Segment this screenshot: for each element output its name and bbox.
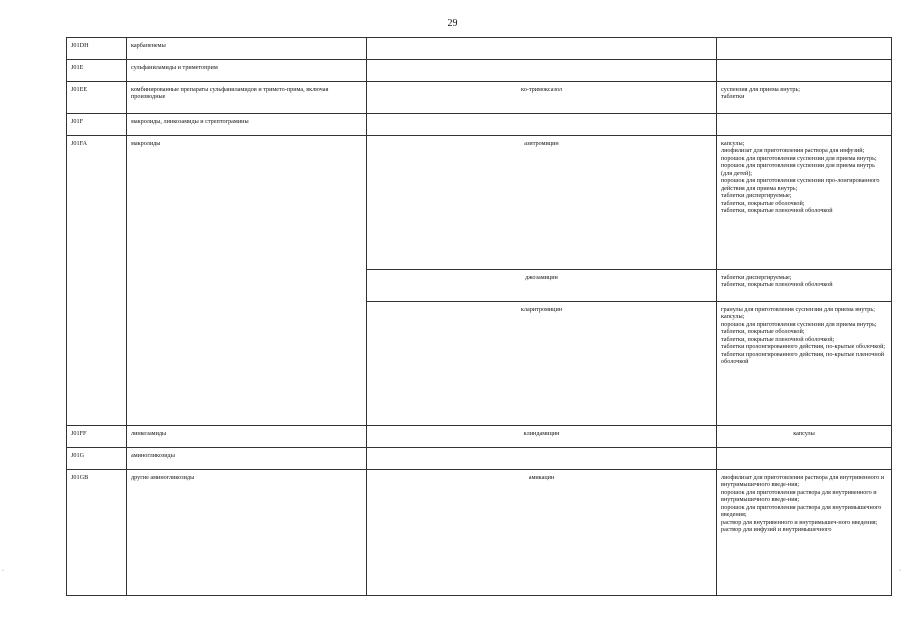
dosage-form: таблетки диспергируемые; (721, 274, 792, 281)
page-number: 29 (447, 18, 458, 29)
atc-code: J01EE (67, 82, 127, 114)
group-name: комбинированные препараты сульфаниламидов и тримето-прима, включая производные (127, 82, 367, 114)
table-row (67, 426, 892, 448)
dosage-form: лиофилизат для приготовления раствора для инфузий; (721, 147, 865, 155)
group-name: макролиды (127, 136, 367, 426)
dosage-form: порошок для приготовления суспензии про-лонгированного действия для приема внутрь; (721, 177, 880, 192)
dosage-form: гранулы для приготовления суспензии для приема внутрь; (721, 306, 875, 313)
drug-name (367, 60, 717, 82)
dosage-form: таблетки, покрытые пленочной оболочкой (721, 281, 833, 289)
table-row (67, 82, 892, 114)
atc-code: J01G (67, 448, 127, 470)
dosage-form: таблетки диспергируемые; (721, 192, 792, 200)
group-name: карбапенемы (127, 38, 367, 60)
dosage-forms (717, 302, 892, 426)
dosage-form: порошок для приготовления раствора для внутривенного и внутримышечного введе-ния; (721, 488, 877, 504)
dosage-forms (717, 60, 892, 82)
atc-code: J01F (67, 114, 127, 136)
dosage-form: таблетки, покрытые пленочной оболочкой; (721, 335, 835, 343)
drug-name (367, 114, 717, 136)
drug-name (367, 448, 717, 470)
dosage-form: таблетки пролонгированного действия, по-крытые пленочной оболочкой (721, 350, 885, 366)
atc-code: J01DH (67, 38, 127, 60)
dosage-form: суспензия для приема внутрь; (721, 86, 801, 93)
group-name: линкозамиды (127, 426, 367, 448)
group-name: аминогликозиды (127, 448, 367, 470)
scan-mark-left: · (2, 568, 4, 574)
dosage-form: таблетки, покрытые пленочной оболочкой (721, 206, 833, 214)
dosage-form: капсулы; (721, 313, 745, 321)
table-row (67, 60, 892, 82)
table-row (67, 114, 892, 136)
atc-code: J01FA (67, 136, 127, 426)
drug-name: джозамицин (367, 270, 717, 302)
table-row (67, 470, 892, 596)
drug-name: клиндамицин (367, 426, 717, 448)
dosage-forms (717, 114, 892, 136)
atc-code: J01E (67, 60, 127, 82)
drug-name: ко-тримоксазол (367, 82, 717, 114)
dosage-form: раствор для инфузий и внутримышечного (721, 526, 832, 534)
dosage-form: таблетки, покрытые оболочкой; (721, 328, 805, 336)
table-row (67, 136, 892, 270)
dosage-forms: капсулы (717, 426, 892, 448)
group-name: сульфаниламиды и триметоприм (127, 60, 367, 82)
atc-code: J01FF (67, 426, 127, 448)
dosage-form: порошок для приготовления суспензии для приема внутрь; (721, 154, 877, 162)
table-row (67, 448, 892, 470)
group-name: другие аминогликозиды (127, 470, 367, 596)
dosage-form: раствор для внутривенного и внутримышеч-ного введения; (721, 518, 878, 526)
drug-name: амикацин (367, 470, 717, 596)
dosage-form: таблетки пролонгированного действия, по-крытые оболочкой; (721, 343, 886, 351)
drug-classification-table (66, 37, 892, 596)
atc-code: J01GB (67, 470, 127, 596)
table-row (67, 38, 892, 60)
dosage-form: порошок для приготовления суспензии для приема внутрь (для детей); (721, 162, 875, 177)
dosage-form: порошок для приготовления суспензии для приема внутрь; (721, 320, 877, 328)
dosage-forms (717, 136, 892, 270)
group-name: макролиды, линкозамиды и стрептограмины (127, 114, 367, 136)
dosage-forms (717, 82, 892, 114)
dosage-form: порошок для приготовления раствора для внутримышечного введения; (721, 503, 882, 519)
dosage-form: лиофилизат для приготовления раствора для внутривенного и внутримышечного введе-ния; (721, 474, 885, 489)
drug-name: азитромицин (367, 136, 717, 270)
drug-name: кларитромицин (367, 302, 717, 426)
scan-mark-right: · (899, 568, 901, 574)
dosage-forms (717, 448, 892, 470)
dosage-form: таблетки (721, 93, 745, 101)
dosage-forms (717, 270, 892, 302)
dosage-forms (717, 38, 892, 60)
dosage-forms (717, 470, 892, 596)
dosage-form: таблетки, покрытые оболочкой; (721, 199, 805, 207)
dosage-form: капсулы; (721, 140, 745, 147)
drug-name (367, 38, 717, 60)
